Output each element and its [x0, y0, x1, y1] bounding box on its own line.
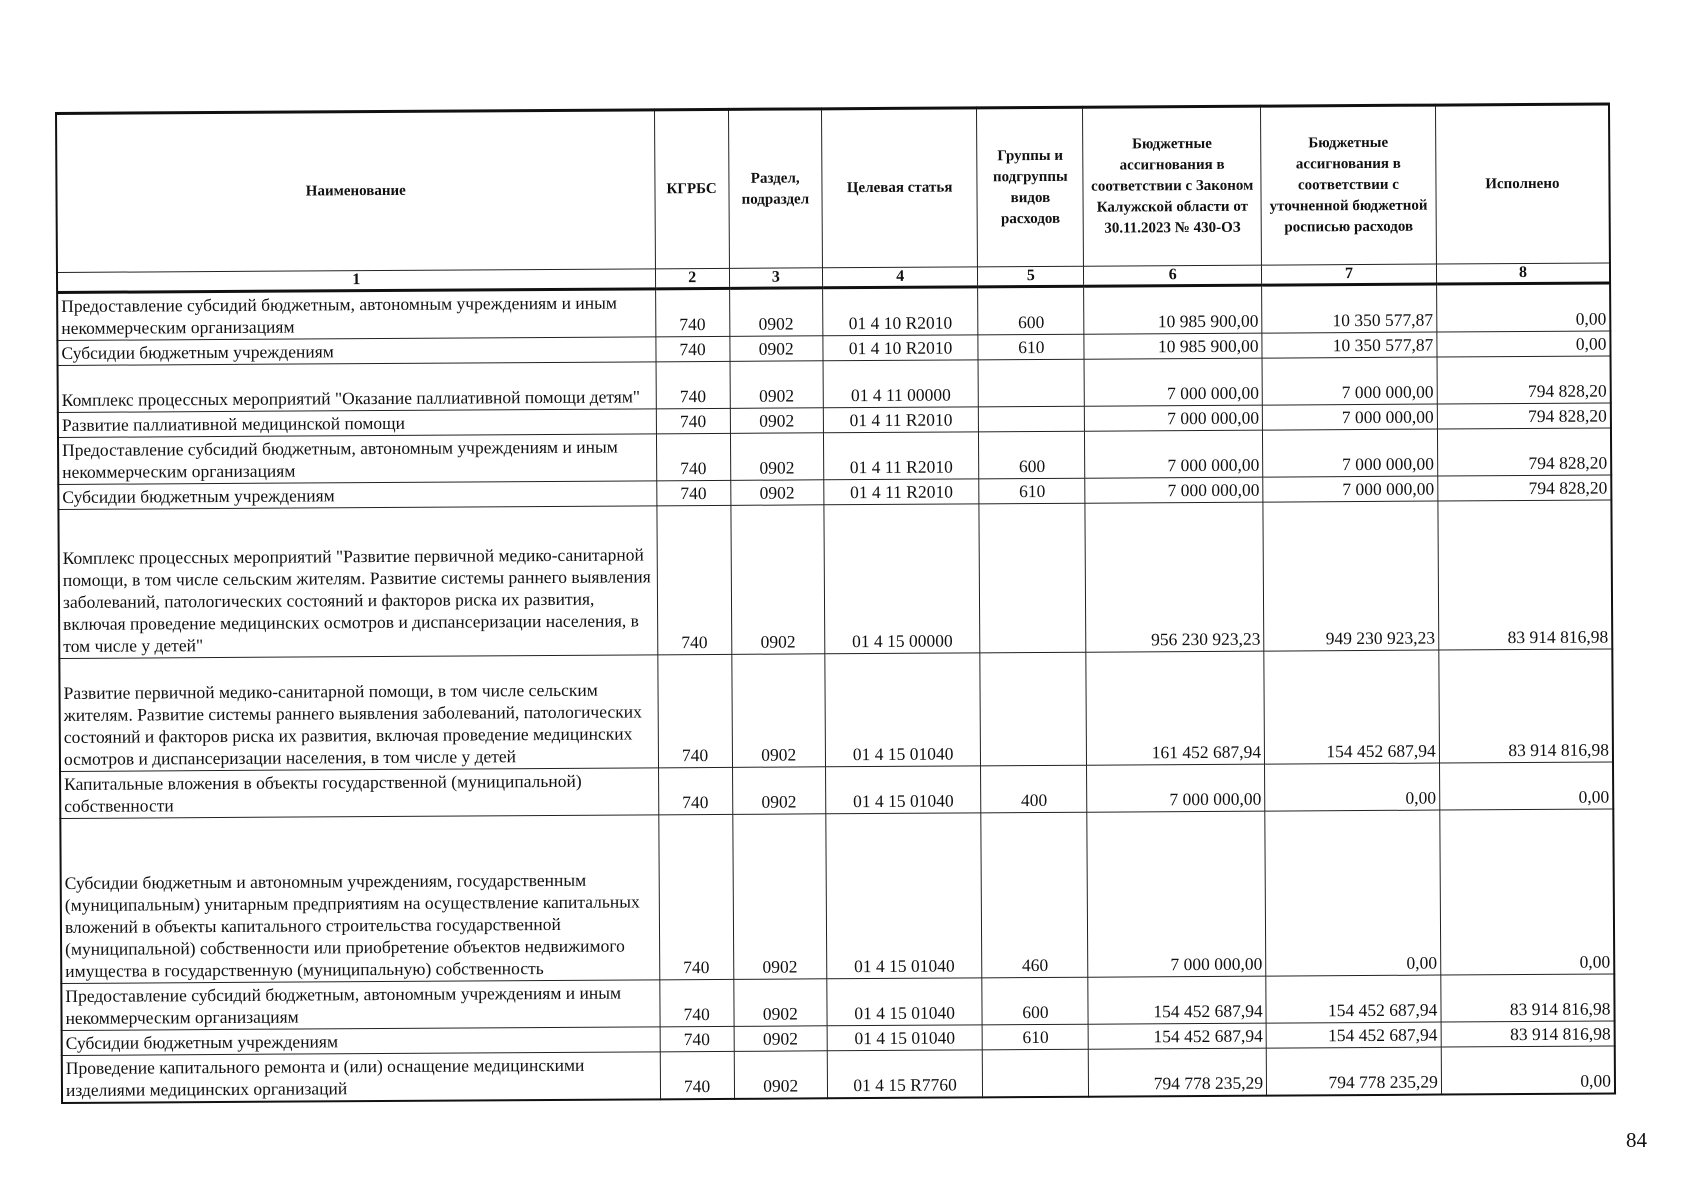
row-refined-amount: 0,00 — [1265, 810, 1441, 976]
row-name: Предоставление субсидий бюджетным, автономным учреждениям и иным некоммерческим организациям — [57, 289, 655, 341]
row-target: 01 4 15 01040 — [827, 1025, 983, 1051]
table-row — [60, 809, 1614, 983]
table-row — [58, 500, 1612, 658]
row-refined-amount: 0,00 — [1265, 763, 1440, 811]
row-section: 0902 — [730, 408, 823, 434]
column-number: 6 — [1084, 265, 1262, 286]
row-section: 0902 — [734, 1026, 827, 1052]
row-name: Комплекс процессных мероприятий "Развитие первичной медико-санитарной помощи, в том числе сельским жителям. Развитие системы раннего выявления заболеваний, патологических состояний и факторов риска их развития, включая проведение медицинских осмотров и диспансеризации населения, в том числе у детей" — [58, 506, 657, 659]
row-name: Субсидии бюджетным учреждениям — [58, 481, 656, 510]
row-name: Субсидии бюджетным учреждениям — [57, 337, 655, 366]
row-target: 01 4 10 R2010 — [823, 335, 979, 361]
row-section: 0902 — [729, 288, 822, 337]
row-group: 610 — [983, 1024, 1089, 1050]
column-number: 1 — [57, 269, 655, 293]
column-header: КГРБС — [654, 109, 729, 268]
row-law-amount: 7 000 000,00 — [1087, 811, 1266, 977]
row-kgrbs: 740 — [658, 767, 732, 814]
row-group: 600 — [982, 977, 1088, 1025]
table-row — [59, 649, 1613, 771]
row-executed-amount: 83 914 816,98 — [1441, 974, 1615, 1022]
row-kgrbs: 740 — [657, 654, 732, 767]
row-target: 01 4 11 00000 — [823, 360, 979, 408]
row-law-amount: 154 452 687,94 — [1088, 1023, 1266, 1049]
row-group: 400 — [981, 765, 1087, 813]
row-kgrbs: 740 — [660, 1026, 734, 1051]
row-section: 0902 — [730, 336, 823, 362]
row-name: Субсидии бюджетным и автономным учреждениям, государственным (муниципальным) унитарным предприятиям на осуществление капитальных вложений в объекты капитального строительства государственной (муниципальной) собственности или приобретение объектов недвижимого имущества в государственную (муниципальную) собственность — [60, 815, 659, 984]
row-law-amount: 7 000 000,00 — [1087, 764, 1265, 812]
row-law-amount: 10 985 900,00 — [1084, 285, 1262, 334]
row-law-amount: 794 778 235,29 — [1089, 1048, 1267, 1097]
row-target: 01 4 15 01040 — [825, 653, 981, 767]
row-executed-amount: 794 828,20 — [1437, 356, 1611, 404]
row-refined-amount: 7 000 000,00 — [1263, 476, 1438, 502]
column-number: 5 — [978, 266, 1084, 287]
row-kgrbs: 740 — [656, 480, 730, 505]
page-number: 84 — [1626, 1128, 1647, 1152]
row-kgrbs: 740 — [656, 361, 730, 408]
column-number: 4 — [822, 267, 978, 288]
row-target: 01 4 15 01040 — [826, 813, 983, 979]
row-executed-amount: 0,00 — [1436, 283, 1610, 332]
row-kgrbs: 740 — [660, 1051, 734, 1099]
column-number: 7 — [1262, 264, 1437, 285]
row-group — [980, 652, 1087, 766]
column-header: Наименование — [56, 110, 655, 273]
row-group: 600 — [979, 431, 1085, 479]
column-header: Исполнено — [1435, 104, 1610, 264]
row-executed-amount: 794 828,20 — [1438, 475, 1612, 501]
row-section: 0902 — [730, 361, 823, 409]
column-header: Целевая статья — [821, 108, 978, 268]
column-header: Раздел, подраздел — [728, 109, 822, 269]
row-executed-amount: 794 828,20 — [1437, 428, 1611, 476]
row-refined-amount: 10 350 577,87 — [1262, 332, 1437, 358]
row-refined-amount: 949 230 923,23 — [1263, 501, 1439, 651]
column-header: Группы и подгруппы видов расходов — [977, 107, 1084, 267]
row-refined-amount: 154 452 687,94 — [1264, 650, 1439, 764]
row-target: 01 4 15 01040 — [827, 978, 983, 1026]
row-executed-amount: 0,00 — [1441, 1046, 1615, 1095]
row-law-amount: 7 000 000,00 — [1085, 430, 1263, 478]
row-refined-amount: 7 000 000,00 — [1263, 429, 1438, 477]
row-group: 610 — [978, 334, 1084, 360]
row-section: 0902 — [734, 1051, 827, 1099]
row-kgrbs: 740 — [656, 433, 730, 480]
column-number: 3 — [729, 268, 822, 289]
column-number: 2 — [655, 268, 729, 288]
row-law-amount: 7 000 000,00 — [1084, 358, 1262, 406]
row-refined-amount: 154 452 687,94 — [1266, 975, 1441, 1023]
row-name: Капитальные вложения в объекты государственной (муниципальной) собственности — [60, 768, 658, 819]
row-section: 0902 — [731, 505, 825, 655]
row-name: Развитие первичной медико-санитарной помощи, в том числе сельским жителям. Развитие системы раннего выявления заболеваний, патологических состояний и факторов риска их развития, включая проведение медицинских осмотров и диспансеризации населения, в том числе у детей — [59, 655, 658, 772]
row-group: 610 — [979, 478, 1085, 504]
budget-table — [55, 103, 1616, 1104]
row-target: 01 4 15 00000 — [824, 504, 981, 654]
row-section: 0902 — [732, 767, 825, 815]
row-group: 600 — [978, 286, 1084, 335]
row-group — [983, 1049, 1089, 1097]
table-row — [62, 1046, 1615, 1103]
row-refined-amount: 10 350 577,87 — [1262, 284, 1437, 333]
row-section: 0902 — [733, 814, 827, 980]
row-group — [979, 359, 1085, 407]
row-target: 01 4 10 R2010 — [822, 287, 978, 336]
row-refined-amount: 794 778 235,29 — [1266, 1047, 1441, 1096]
row-refined-amount: 7 000 000,00 — [1262, 357, 1437, 405]
row-law-amount: 10 985 900,00 — [1084, 333, 1262, 359]
row-group — [979, 503, 1086, 653]
row-kgrbs: 740 — [655, 288, 729, 336]
row-refined-amount: 154 452 687,94 — [1266, 1022, 1441, 1048]
row-name: Предоставление субсидий бюджетным, автономным учреждениям и иным некоммерческим организациям — [58, 434, 656, 485]
row-law-amount: 7 000 000,00 — [1085, 405, 1263, 431]
row-name: Комплекс процессных мероприятий "Оказание паллиативной помощи детям" — [58, 362, 656, 413]
row-name: Предоставление субсидий бюджетным, автономным учреждениям и иным некоммерческим организациям — [61, 980, 659, 1031]
row-kgrbs: 740 — [655, 336, 729, 361]
row-executed-amount: 83 914 816,98 — [1439, 649, 1613, 763]
column-header: Бюджетные ассигнования в соответствии с Законом Калужской области от 30.11.2023 № 430-ОЗ — [1083, 106, 1262, 266]
row-name: Проведение капитального ремонта и (или) оснащение медицинскими изделиями медицинских организаций — [62, 1052, 660, 1103]
row-section: 0902 — [732, 654, 826, 768]
row-name: Развитие паллиативной медицинской помощи — [58, 409, 656, 438]
row-target: 01 4 11 R2010 — [824, 479, 980, 505]
document-sheet — [55, 103, 1616, 1104]
row-section: 0902 — [730, 433, 823, 481]
row-target: 01 4 15 R7760 — [827, 1050, 983, 1098]
column-number: 8 — [1436, 263, 1610, 284]
row-law-amount: 7 000 000,00 — [1085, 477, 1263, 503]
row-kgrbs: 740 — [657, 505, 732, 654]
row-section: 0902 — [734, 979, 827, 1027]
row-law-amount: 956 230 923,23 — [1085, 502, 1264, 652]
row-kgrbs: 740 — [656, 408, 730, 433]
row-name: Субсидии бюджетным учреждениям — [62, 1027, 660, 1056]
row-target: 01 4 11 R2010 — [823, 432, 979, 480]
row-executed-amount: 0,00 — [1440, 809, 1615, 975]
column-header: Бюджетные ассигнования в соответствии с уточненной бюджетной росписью расходов — [1261, 105, 1437, 265]
row-executed-amount: 83 914 816,98 — [1438, 500, 1613, 650]
row-executed-amount: 794 828,20 — [1437, 403, 1611, 429]
row-kgrbs: 740 — [658, 814, 733, 979]
row-group: 460 — [981, 812, 1088, 978]
row-refined-amount: 7 000 000,00 — [1262, 404, 1437, 430]
header-row — [56, 104, 1610, 272]
row-law-amount: 154 452 687,94 — [1088, 976, 1266, 1024]
row-kgrbs: 740 — [659, 979, 733, 1026]
row-executed-amount: 0,00 — [1439, 762, 1613, 810]
row-section: 0902 — [730, 480, 823, 506]
row-target: 01 4 11 R2010 — [823, 407, 979, 433]
row-target: 01 4 15 01040 — [825, 766, 981, 814]
row-group — [979, 406, 1085, 432]
row-executed-amount: 0,00 — [1437, 331, 1611, 357]
row-executed-amount: 83 914 816,98 — [1441, 1021, 1615, 1047]
row-law-amount: 161 452 687,94 — [1086, 651, 1265, 765]
